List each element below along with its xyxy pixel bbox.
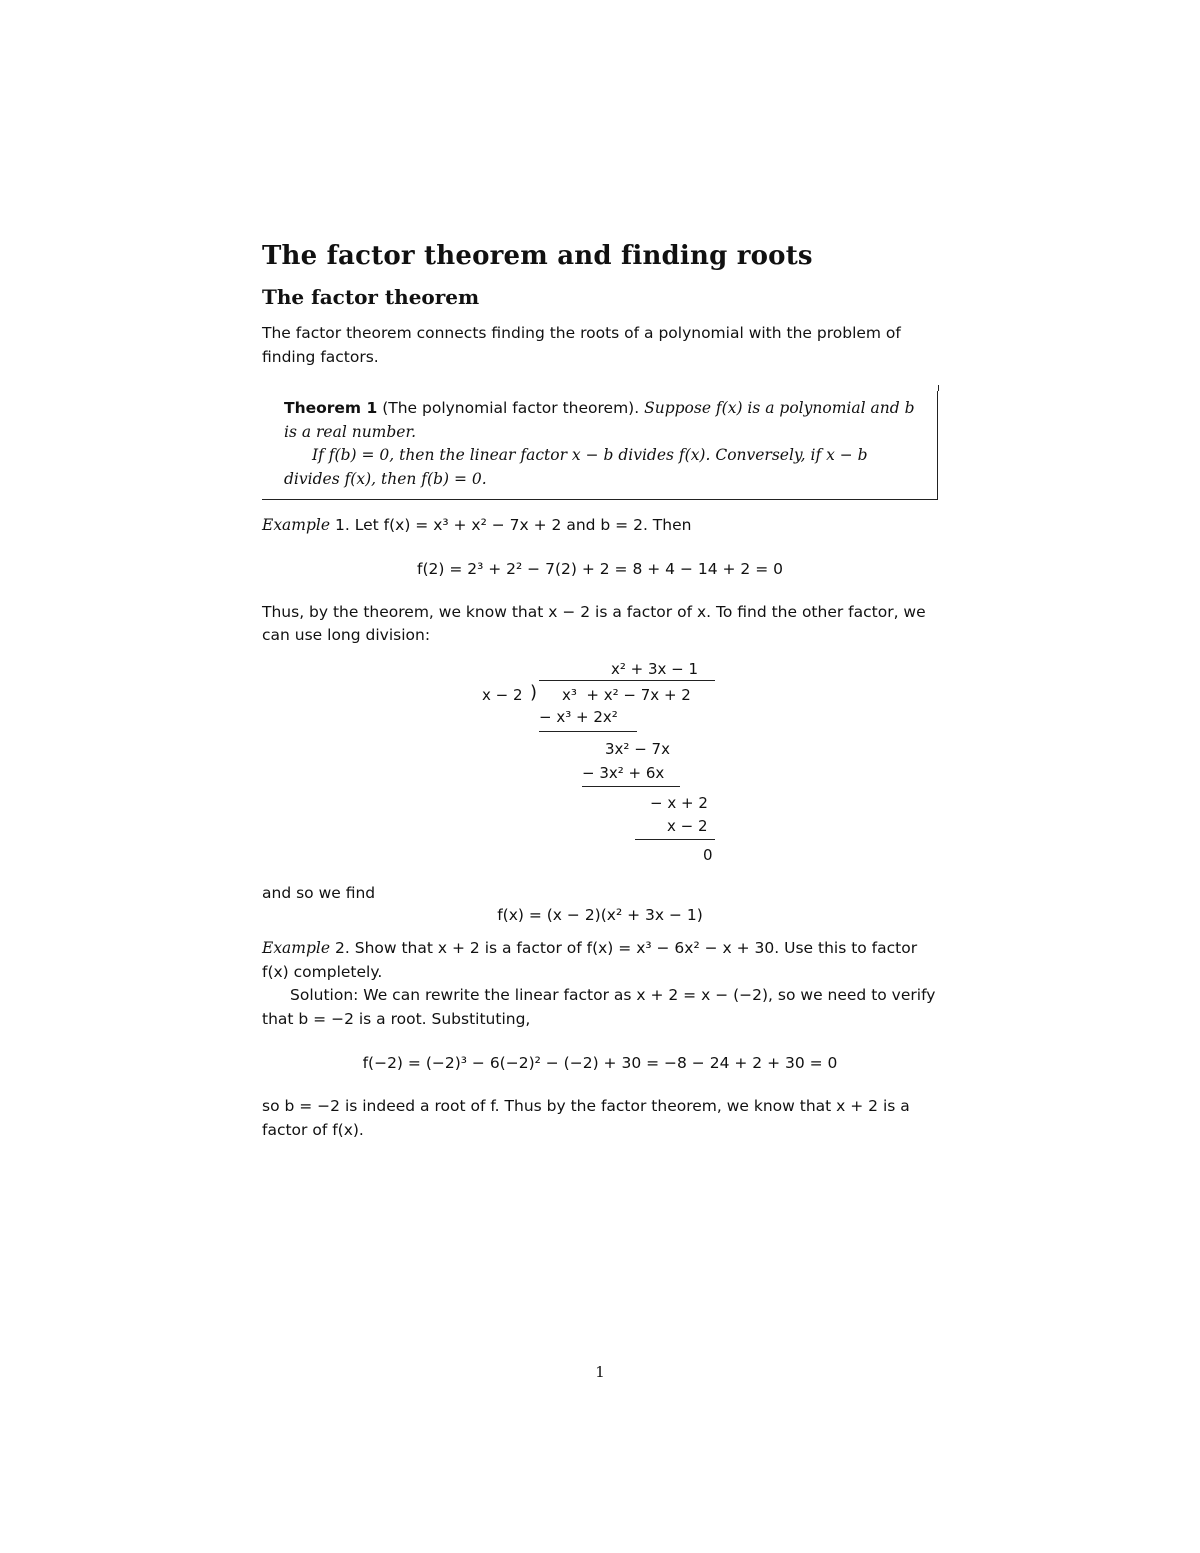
example-1-conclusion-lead: and so we find (262, 883, 376, 902)
example-2-number: 2. (335, 939, 350, 957)
section-heading: The factor theorem (262, 285, 480, 309)
document-title: The factor theorem and finding roots (262, 241, 813, 271)
example-1-number: 1. (335, 516, 350, 534)
division-step-1: − x³ + 2x² (539, 707, 618, 726)
example-2-equation: f(−2) = (−2)³ − 6(−2)² − (−2) + 30 = −8 − 24 + 2 + 30 = 0 (362, 1054, 838, 1072)
example-1-conclusion: f(x) = (x − 2)(x² + 3x − 1) (497, 906, 703, 924)
division-dividend: x³ + x² − 7x + 2 (562, 685, 691, 704)
theorem-box (262, 391, 938, 500)
example-1-label: Example (262, 516, 331, 534)
division-line-2 (582, 786, 680, 787)
theorem-name: (The polynomial factor theorem). (382, 399, 640, 417)
example-1-text: Let f(x) = x³ + x² − 7x + 2 and b = 2. Then (354, 516, 692, 534)
example-1-followup: Thus, by the theorem, we know that x − 2 is a factor of x. To find the other factor, we can use long division: (262, 602, 926, 644)
example-2-label: Example (262, 939, 331, 957)
page-number: 1 (595, 1363, 605, 1381)
division-divisor: x − 2 (482, 685, 523, 704)
example-2-solution: Solution: We can rewrite the linear factor as x + 2 = x − (−2), so we need to verify that b = −2 is a root. Substituting, (262, 986, 936, 1028)
theorem-statement-2: If f(b) = 0, then the linear factor x − b divides f(x). Conversely, if x − b divides f(x), then f(b) = 0. (284, 446, 868, 488)
theorem-label: Theorem 1 (284, 399, 378, 417)
theorem-statement-1: Suppose f(x) is a polynomial and b is a real number. (284, 399, 915, 441)
division-step-2: − 3x² + 6x (582, 763, 665, 782)
division-quotient: x² + 3x − 1 (611, 659, 699, 678)
example-1-equation: f(2) = 2³ + 2² − 7(2) + 2 = 8 + 4 − 14 + 2 = 0 (417, 559, 783, 578)
division-line-1 (539, 731, 637, 732)
document-body (262, 236, 938, 1142)
example-1-intro (262, 514, 938, 538)
example-2-closing: so b = −2 is indeed a root of f. Thus by the factor theorem, we know that x + 2 is a factor of f(x). (262, 1097, 910, 1139)
division-top-line (539, 680, 715, 681)
division-remainder-2: − x + 2 (650, 793, 708, 812)
long-division (262, 658, 938, 872)
intro-paragraph: The factor theorem connects finding the roots of a polynomial with the problem of finding factors. (262, 324, 901, 366)
division-step-3: x − 2 (667, 816, 708, 835)
example-2-text: Show that x + 2 is a factor of f(x) = x³ − 6x² − x + 30. Use this to factor f(x) completely. (262, 939, 918, 981)
division-line-3 (635, 839, 715, 840)
division-bracket: ) (530, 681, 538, 703)
division-remainder-1: 3x² − 7x (605, 739, 670, 758)
example-2-intro (262, 937, 938, 984)
division-final-remainder: 0 (703, 845, 713, 864)
